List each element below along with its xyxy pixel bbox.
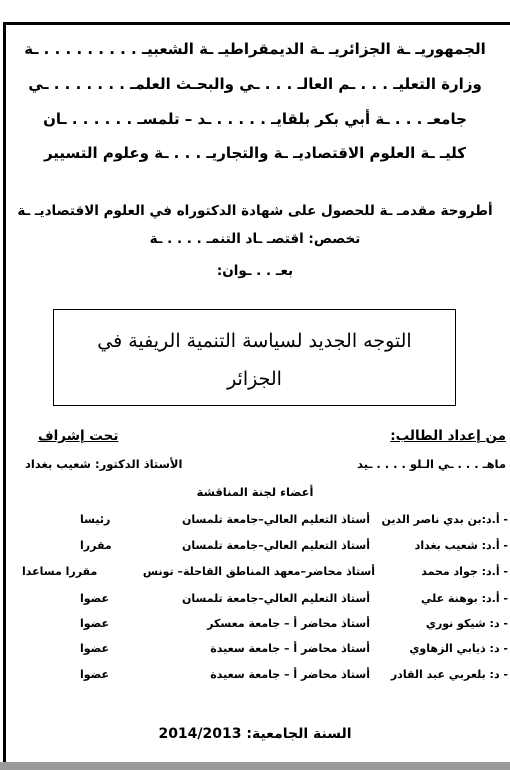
member-name: - أ.د: شعيب بغداد [414, 539, 508, 552]
header-ministry: وزارة التعليـ . . . ـم العالـ . . . ـي والبحـث العلمـ . . . . . . . ـي [28, 75, 482, 93]
bottom-bar [0, 762, 510, 770]
member-name: - د: شيكو نوري [425, 617, 508, 630]
member-role: عضوا [80, 642, 110, 655]
member-position: أستاذ التعليم العالي–جامعة تلمسان [181, 539, 370, 552]
member-name: - أ.د:بن بدي ناصر الدين [381, 513, 508, 526]
student-label: من إعداد الطالب: [390, 428, 506, 444]
supervisor-name: الأستاذ الدكتور: شعيب بغداد [25, 457, 183, 471]
thesis-title-label: بعـ . . ـوان: [216, 263, 294, 279]
member-position: أستاذ محاضر–معهد المناطق القاحلة– تونس [142, 565, 375, 578]
thesis-title-line1: التوجه الجديد لسياسة التنمية الريفية في [97, 330, 412, 352]
member-position: أستاذ التعليم العالي–جامعة تلمسان [181, 513, 370, 526]
member-name: - أ.د: جواد محمد [421, 565, 508, 578]
header-faculty: كليـ ـة العلوم الاقتصاديـ ـة والتجاريـ . . . ـة وعلوم التسيير [43, 144, 467, 162]
member-name: - د: ذيابي الزهاوي [409, 642, 508, 655]
thesis-specialty: تخصص: اقتصـ ـاد التنمـ . . . . ـة [149, 231, 361, 247]
member-name: - أ.د: بوهنة علي [421, 592, 508, 605]
member-role: مقررا [80, 539, 112, 552]
header-university: جامعـ . . . ـة أبي بكر بلقايـ . . . . . ـد – تلمسـ . . . . . . ـان [43, 110, 467, 128]
thesis-statement: أطروحة مقدمـ ـة للحصول على شهادة الدكتوراه في العلوم الاقتصاديـ ـة [17, 203, 493, 219]
title-box [53, 309, 456, 406]
supervisor-label: تحت إشراف [38, 428, 119, 444]
committee-row [0, 642, 510, 660]
student-name: ماهـ . . . ـي الـلو . . . . ـيد [357, 457, 506, 471]
member-role: مقررا مساعدا [22, 565, 98, 578]
academic-year: السنة الجامعية: 2014/2013 [158, 726, 352, 742]
committee-row [0, 539, 510, 557]
member-position: أستاذ محاضر أ – جامعة سعيدة [210, 642, 370, 655]
member-position: أستاذ التعليم العالي–جامعة تلمسان [181, 592, 370, 605]
member-role: عضوا [80, 617, 110, 630]
committee-row [0, 617, 510, 635]
committee-row [0, 565, 510, 583]
member-name: - د: بلعربي عبد القادر [390, 668, 508, 681]
thesis-title-line2: الجزائر [227, 368, 282, 390]
member-role: عضوا [80, 668, 110, 681]
committee-row [0, 513, 510, 531]
member-role: عضوا [80, 592, 110, 605]
committee-row [0, 668, 510, 686]
header-republic: الجمهوريـ ـة الجزائريـ ـة الديمقراطيـ ـة الشعبيـ . . . . . . . . . ـة [24, 40, 486, 58]
member-position: أستاذ محاضر أ – جامعة سعيدة [210, 668, 370, 681]
member-role: رئيسا [80, 513, 111, 526]
committee-title: أعضاء لجنة المناقشة [196, 485, 314, 499]
member-position: أستاذ محاضر أ – جامعة معسكر [207, 617, 370, 630]
committee-row [0, 592, 510, 610]
